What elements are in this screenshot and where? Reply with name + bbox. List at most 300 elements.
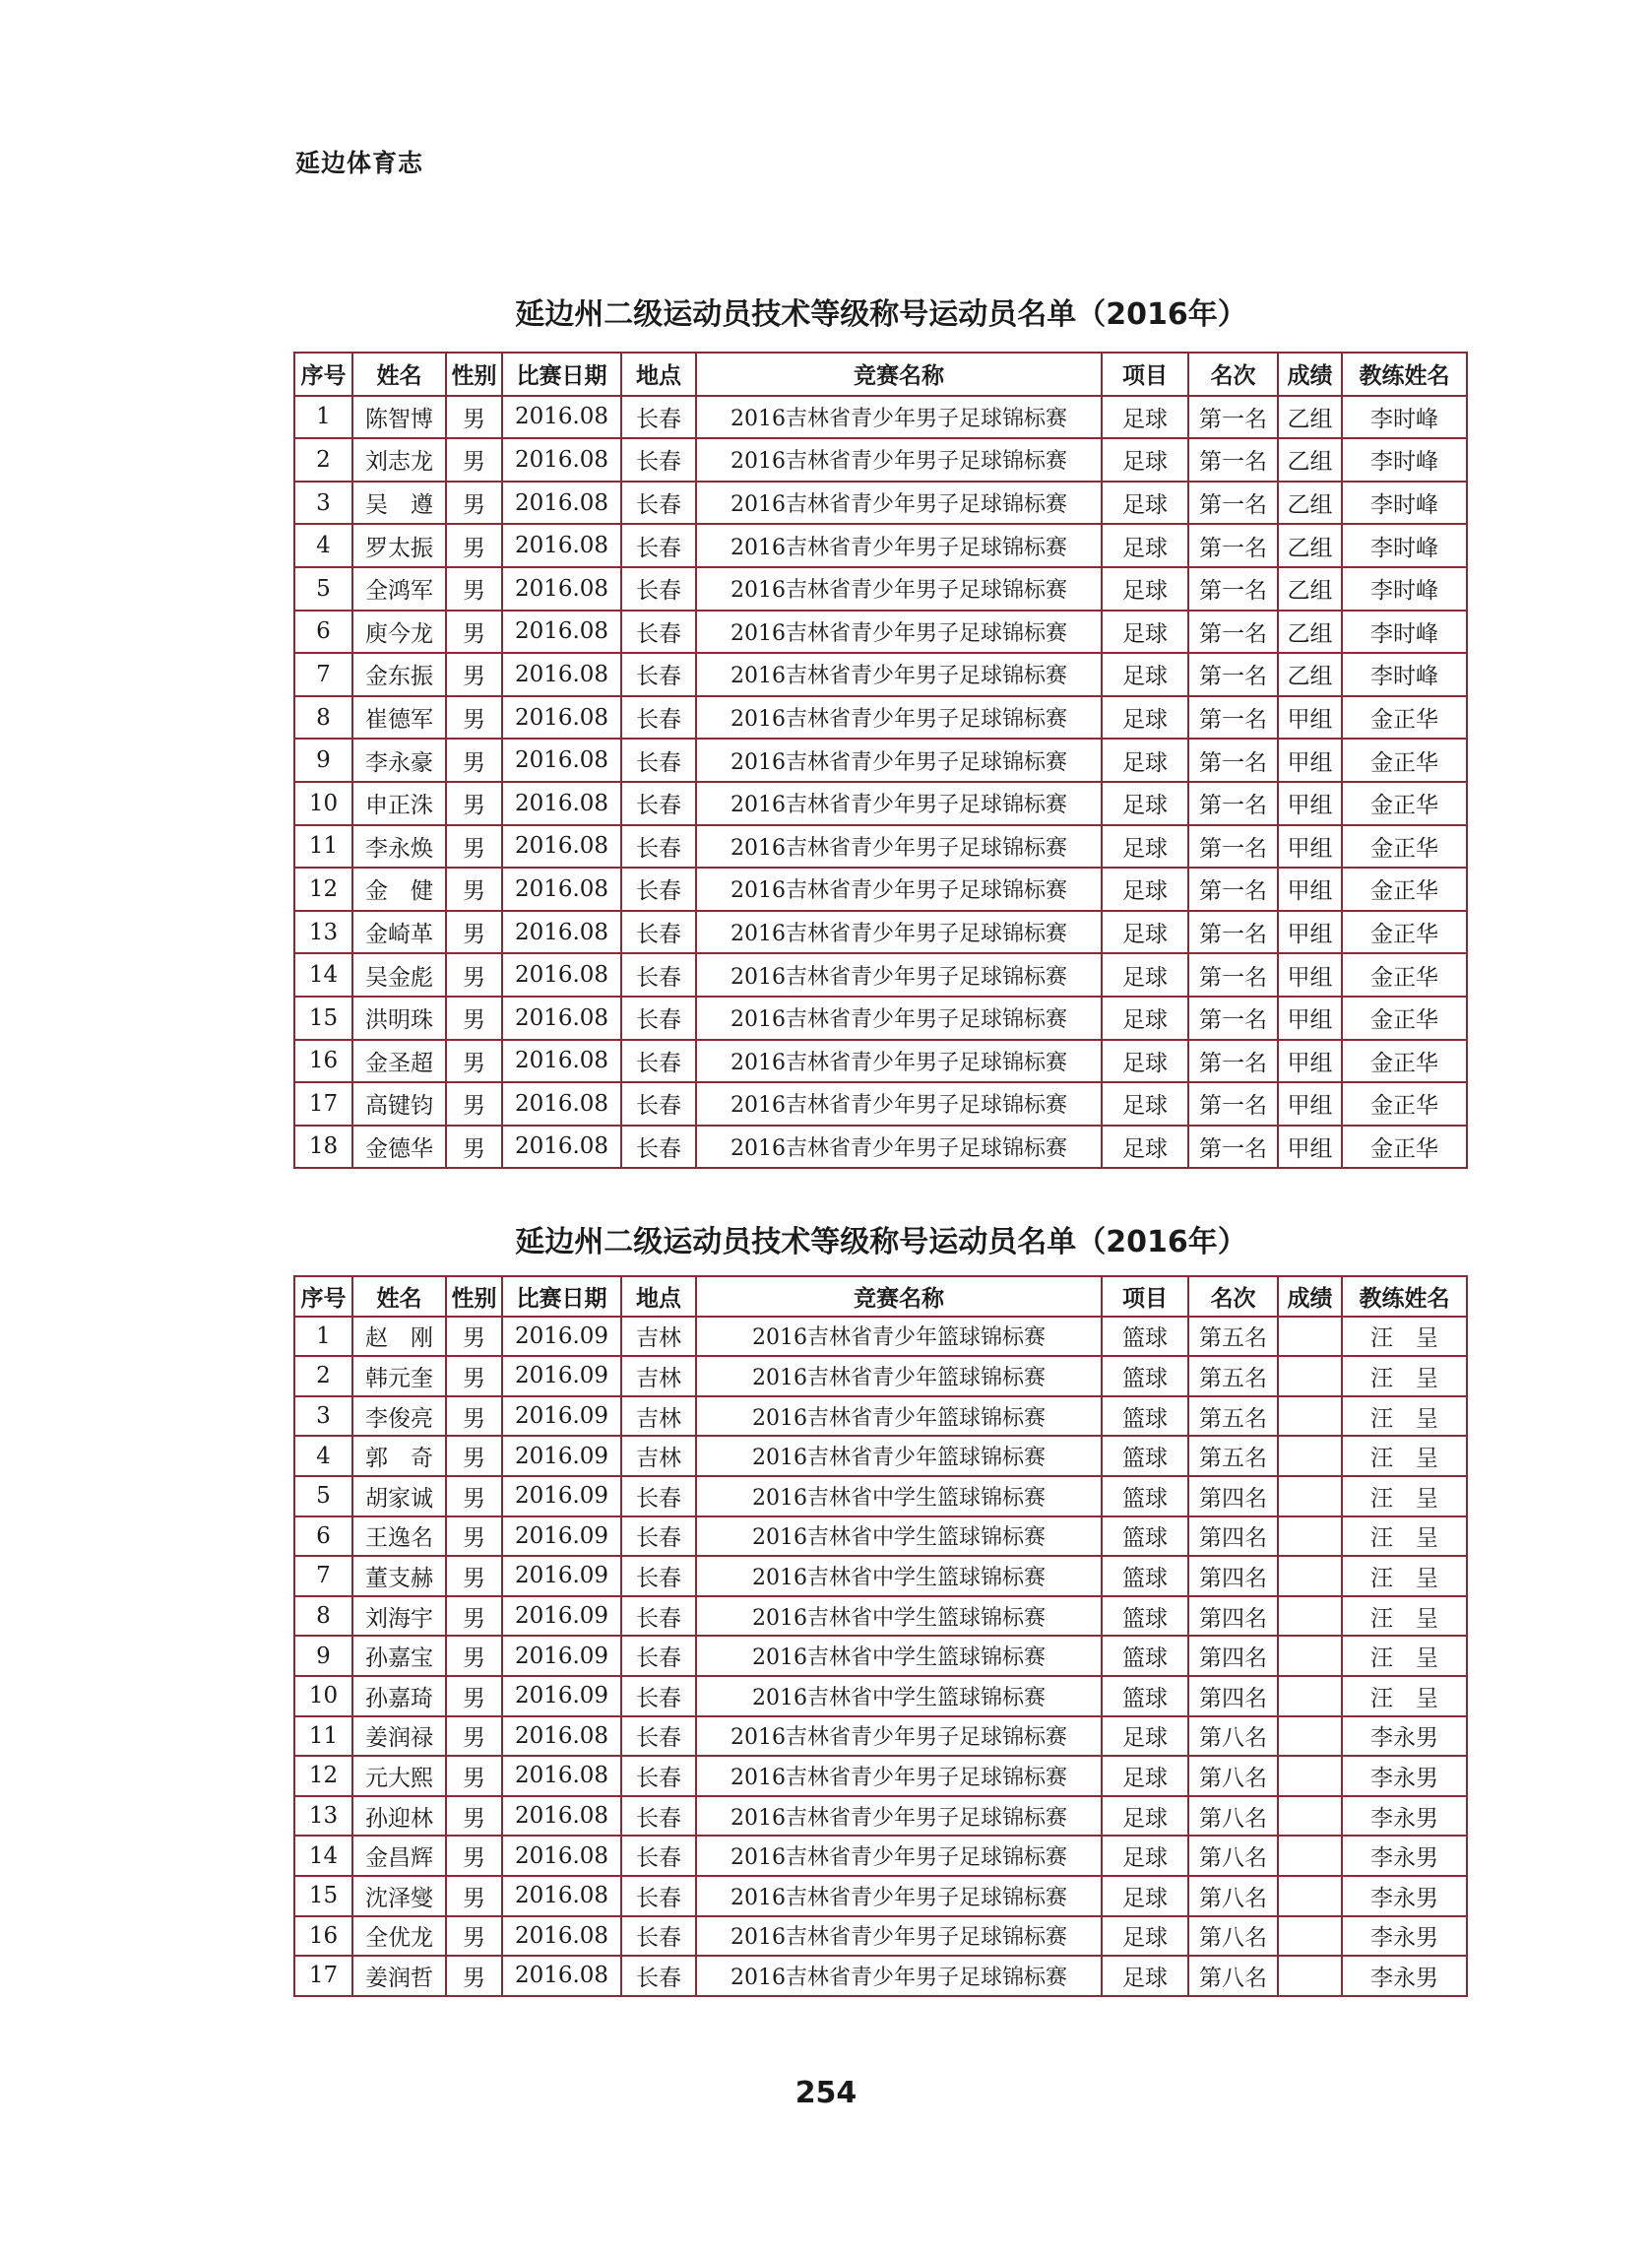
cell-name: 刘志龙 — [352, 438, 446, 482]
cell-competition: 2016吉林省青少年男子足球锦标赛 — [696, 438, 1102, 482]
cell-event: 足球 — [1102, 1876, 1188, 1916]
cell-rank: 第八名 — [1188, 1956, 1278, 1996]
cell-rank: 第八名 — [1188, 1836, 1278, 1876]
cell-event: 足球 — [1102, 739, 1188, 782]
table-row — [294, 1876, 1467, 1916]
cell-competition: 2016吉林省青少年男子足球锦标赛 — [696, 739, 1102, 782]
cell-location: 长春 — [621, 482, 696, 525]
table-row — [294, 1836, 1467, 1876]
cell-date: 2016.08 — [502, 997, 621, 1040]
header-serial: 序号 — [294, 1276, 352, 1317]
cell-date: 2016.09 — [502, 1436, 621, 1476]
cell-serial: 17 — [294, 1082, 352, 1126]
cell-competition: 2016吉林省青少年男子足球锦标赛 — [696, 1040, 1102, 1083]
cell-result: 甲组 — [1278, 782, 1342, 825]
cell-competition: 2016吉林省青少年篮球锦标赛 — [696, 1317, 1102, 1357]
cell-rank: 第四名 — [1188, 1556, 1278, 1596]
cell-rank: 第一名 — [1188, 482, 1278, 525]
cell-result: 甲组 — [1278, 911, 1342, 954]
table-header-row — [294, 353, 1467, 396]
header-coach: 教练姓名 — [1342, 1276, 1467, 1317]
cell-coach: 李时峰 — [1342, 396, 1467, 439]
cell-gender: 男 — [446, 396, 502, 439]
cell-serial: 2 — [294, 438, 352, 482]
cell-name: 胡家诚 — [352, 1476, 446, 1516]
cell-coach: 金正华 — [1342, 911, 1467, 954]
cell-name: 孙嘉琦 — [352, 1676, 446, 1716]
cell-result: 甲组 — [1278, 825, 1342, 869]
cell-gender: 男 — [446, 1876, 502, 1916]
cell-competition: 2016吉林省青少年男子足球锦标赛 — [696, 396, 1102, 439]
cell-serial: 13 — [294, 1796, 352, 1837]
cell-coach: 金正华 — [1342, 782, 1467, 825]
cell-competition: 2016吉林省青少年男子足球锦标赛 — [696, 1126, 1102, 1169]
cell-serial: 16 — [294, 1916, 352, 1957]
cell-name: 全优龙 — [352, 1916, 446, 1957]
cell-event: 足球 — [1102, 482, 1188, 525]
cell-location: 长春 — [621, 1836, 696, 1876]
cell-location: 长春 — [621, 1516, 696, 1557]
cell-location: 长春 — [621, 1676, 696, 1716]
table-row — [294, 1436, 1467, 1476]
cell-name: 金德华 — [352, 1126, 446, 1169]
header-name: 姓名 — [352, 353, 446, 396]
cell-date: 2016.09 — [502, 1317, 621, 1357]
cell-date: 2016.08 — [502, 782, 621, 825]
cell-competition: 2016吉林省青少年男子足球锦标赛 — [696, 696, 1102, 740]
cell-name: 李永焕 — [352, 825, 446, 869]
cell-coach: 汪 呈 — [1342, 1636, 1467, 1676]
cell-event: 足球 — [1102, 953, 1188, 997]
cell-event: 足球 — [1102, 1916, 1188, 1957]
cell-name: 罗太振 — [352, 524, 446, 567]
cell-coach: 李时峰 — [1342, 611, 1467, 654]
cell-event: 篮球 — [1102, 1676, 1188, 1716]
cell-competition: 2016吉林省青少年男子足球锦标赛 — [696, 524, 1102, 567]
cell-serial: 4 — [294, 1436, 352, 1476]
cell-result — [1278, 1836, 1342, 1876]
cell-event: 足球 — [1102, 696, 1188, 740]
cell-location: 长春 — [621, 1956, 696, 1996]
cell-serial: 4 — [294, 524, 352, 567]
cell-gender: 男 — [446, 739, 502, 782]
table-row — [294, 396, 1467, 439]
cell-name: 庾今龙 — [352, 611, 446, 654]
header-competition: 竞赛名称 — [696, 353, 1102, 396]
cell-name: 金 健 — [352, 868, 446, 911]
cell-rank: 第五名 — [1188, 1317, 1278, 1357]
cell-name: 孙嘉宝 — [352, 1636, 446, 1676]
cell-event: 足球 — [1102, 1836, 1188, 1876]
cell-gender: 男 — [446, 1756, 502, 1796]
cell-result: 乙组 — [1278, 482, 1342, 525]
table-row — [294, 739, 1467, 782]
cell-location: 长春 — [621, 1916, 696, 1957]
cell-name: 金东振 — [352, 653, 446, 696]
table-title: 延边州二级运动员技术等级称号运动员名单（2016年） — [515, 1225, 1247, 1259]
cell-competition: 2016吉林省中学生篮球锦标赛 — [696, 1556, 1102, 1596]
cell-event: 足球 — [1102, 1716, 1188, 1757]
cell-serial: 12 — [294, 868, 352, 911]
cell-location: 吉林 — [621, 1396, 696, 1437]
cell-event: 足球 — [1102, 1082, 1188, 1126]
cell-coach: 李永男 — [1342, 1716, 1467, 1757]
cell-rank: 第四名 — [1188, 1676, 1278, 1716]
cell-date: 2016.08 — [502, 1716, 621, 1757]
cell-rank: 第四名 — [1188, 1636, 1278, 1676]
cell-location: 长春 — [621, 739, 696, 782]
table-row — [294, 1356, 1467, 1396]
cell-serial: 7 — [294, 1556, 352, 1596]
cell-gender: 男 — [446, 1436, 502, 1476]
cell-serial: 9 — [294, 1636, 352, 1676]
cell-event: 足球 — [1102, 911, 1188, 954]
cell-date: 2016.08 — [502, 482, 621, 525]
cell-competition: 2016吉林省青少年男子足球锦标赛 — [696, 653, 1102, 696]
cell-event: 篮球 — [1102, 1356, 1188, 1396]
cell-gender: 男 — [446, 1676, 502, 1716]
cell-gender: 男 — [446, 1082, 502, 1126]
cell-coach: 汪 呈 — [1342, 1356, 1467, 1396]
cell-gender: 男 — [446, 1126, 502, 1169]
header-event: 项目 — [1102, 1276, 1188, 1317]
table-header-row — [294, 1276, 1467, 1317]
cell-rank: 第一名 — [1188, 438, 1278, 482]
cell-competition: 2016吉林省青少年男子足球锦标赛 — [696, 1916, 1102, 1957]
cell-rank: 第五名 — [1188, 1356, 1278, 1396]
cell-rank: 第一名 — [1188, 739, 1278, 782]
cell-result: 乙组 — [1278, 524, 1342, 567]
cell-result: 乙组 — [1278, 438, 1342, 482]
cell-location: 吉林 — [621, 1356, 696, 1396]
cell-location: 长春 — [621, 825, 696, 869]
cell-rank: 第八名 — [1188, 1796, 1278, 1837]
cell-location: 长春 — [621, 396, 696, 439]
cell-result — [1278, 1796, 1342, 1837]
cell-gender: 男 — [446, 524, 502, 567]
cell-coach: 金正华 — [1342, 1126, 1467, 1169]
cell-coach: 李永男 — [1342, 1756, 1467, 1796]
cell-gender: 男 — [446, 868, 502, 911]
cell-location: 长春 — [621, 1040, 696, 1083]
cell-gender: 男 — [446, 953, 502, 997]
cell-date: 2016.08 — [502, 1040, 621, 1083]
cell-result — [1278, 1876, 1342, 1916]
table-title: 延边州二级运动员技术等级称号运动员名单（2016年） — [515, 297, 1247, 332]
cell-date: 2016.09 — [502, 1356, 621, 1396]
cell-competition: 2016吉林省青少年男子足球锦标赛 — [696, 1082, 1102, 1126]
cell-date: 2016.08 — [502, 953, 621, 997]
cell-name: 金崎革 — [352, 911, 446, 954]
cell-coach: 金正华 — [1342, 696, 1467, 740]
cell-date: 2016.08 — [502, 653, 621, 696]
cell-date: 2016.08 — [502, 1876, 621, 1916]
cell-coach: 李永男 — [1342, 1876, 1467, 1916]
cell-competition: 2016吉林省中学生篮球锦标赛 — [696, 1516, 1102, 1557]
cell-coach: 李时峰 — [1342, 653, 1467, 696]
cell-gender: 男 — [446, 482, 502, 525]
header-result: 成绩 — [1278, 1276, 1342, 1317]
cell-result — [1278, 1916, 1342, 1957]
cell-name: 王逸名 — [352, 1516, 446, 1557]
cell-result — [1278, 1956, 1342, 1996]
cell-gender: 男 — [446, 696, 502, 740]
cell-rank: 第五名 — [1188, 1436, 1278, 1476]
cell-result — [1278, 1716, 1342, 1757]
cell-location: 长春 — [621, 953, 696, 997]
cell-location: 长春 — [621, 1636, 696, 1676]
cell-event: 篮球 — [1102, 1516, 1188, 1557]
cell-location: 长春 — [621, 1876, 696, 1916]
cell-date: 2016.08 — [502, 868, 621, 911]
cell-coach: 李永男 — [1342, 1796, 1467, 1837]
cell-coach: 李永男 — [1342, 1956, 1467, 1996]
cell-serial: 17 — [294, 1956, 352, 1996]
cell-date: 2016.08 — [502, 1796, 621, 1837]
cell-competition: 2016吉林省青少年篮球锦标赛 — [696, 1356, 1102, 1396]
cell-serial: 15 — [294, 997, 352, 1040]
cell-event: 足球 — [1102, 868, 1188, 911]
cell-serial: 18 — [294, 1126, 352, 1169]
cell-date: 2016.09 — [502, 1676, 621, 1716]
cell-location: 长春 — [621, 782, 696, 825]
cell-name: 申正洙 — [352, 782, 446, 825]
cell-competition: 2016吉林省青少年男子足球锦标赛 — [696, 868, 1102, 911]
table-row — [294, 1596, 1467, 1637]
cell-coach: 汪 呈 — [1342, 1556, 1467, 1596]
cell-location: 长春 — [621, 1716, 696, 1757]
cell-date: 2016.09 — [502, 1396, 621, 1437]
cell-coach: 汪 呈 — [1342, 1317, 1467, 1357]
cell-result — [1278, 1596, 1342, 1637]
cell-result: 乙组 — [1278, 567, 1342, 611]
cell-gender: 男 — [446, 1476, 502, 1516]
cell-competition: 2016吉林省青少年男子足球锦标赛 — [696, 1716, 1102, 1757]
header-coach: 教练姓名 — [1342, 353, 1467, 396]
cell-competition: 2016吉林省青少年男子足球锦标赛 — [696, 567, 1102, 611]
table-row — [294, 696, 1467, 740]
cell-competition: 2016吉林省中学生篮球锦标赛 — [696, 1476, 1102, 1516]
cell-gender: 男 — [446, 1516, 502, 1557]
cell-coach: 李永男 — [1342, 1916, 1467, 1957]
cell-name: 董支赫 — [352, 1556, 446, 1596]
cell-date: 2016.08 — [502, 524, 621, 567]
cell-name: 沈泽燮 — [352, 1876, 446, 1916]
cell-coach: 李时峰 — [1342, 567, 1467, 611]
cell-name: 全鸿军 — [352, 567, 446, 611]
table-row — [294, 653, 1467, 696]
cell-location: 长春 — [621, 653, 696, 696]
table-row — [294, 868, 1467, 911]
cell-gender: 男 — [446, 438, 502, 482]
cell-location: 长春 — [621, 997, 696, 1040]
table-row — [294, 953, 1467, 997]
table-row — [294, 524, 1467, 567]
cell-name: 高键钧 — [352, 1082, 446, 1126]
table-row — [294, 782, 1467, 825]
cell-event: 足球 — [1102, 567, 1188, 611]
cell-serial: 10 — [294, 782, 352, 825]
cell-location: 长春 — [621, 1476, 696, 1516]
cell-location: 长春 — [621, 438, 696, 482]
cell-date: 2016.08 — [502, 1756, 621, 1796]
cell-name: 金圣超 — [352, 1040, 446, 1083]
cell-date: 2016.08 — [502, 1126, 621, 1169]
table-row — [294, 1676, 1467, 1716]
athlete-table-basketball-football — [293, 1275, 1468, 1997]
cell-result: 甲组 — [1278, 868, 1342, 911]
cell-result — [1278, 1516, 1342, 1557]
cell-serial: 13 — [294, 911, 352, 954]
cell-competition: 2016吉林省青少年男子足球锦标赛 — [696, 1956, 1102, 1996]
cell-result — [1278, 1356, 1342, 1396]
cell-coach: 李时峰 — [1342, 524, 1467, 567]
cell-event: 足球 — [1102, 524, 1188, 567]
cell-serial: 12 — [294, 1756, 352, 1796]
cell-event: 足球 — [1102, 438, 1188, 482]
cell-event: 足球 — [1102, 1756, 1188, 1796]
header-competition: 竞赛名称 — [696, 1276, 1102, 1317]
cell-date: 2016.08 — [502, 696, 621, 740]
cell-gender: 男 — [446, 1796, 502, 1837]
cell-coach: 金正华 — [1342, 825, 1467, 869]
page-number: 254 — [794, 2076, 858, 2110]
running-head: 延边体育志 — [295, 149, 424, 177]
cell-rank: 第八名 — [1188, 1716, 1278, 1757]
cell-coach: 金正华 — [1342, 1040, 1467, 1083]
cell-competition: 2016吉林省青少年男子足球锦标赛 — [696, 911, 1102, 954]
table-row — [294, 1636, 1467, 1676]
cell-competition: 2016吉林省青少年男子足球锦标赛 — [696, 1756, 1102, 1796]
cell-name: 金昌辉 — [352, 1836, 446, 1876]
cell-competition: 2016吉林省中学生篮球锦标赛 — [696, 1636, 1102, 1676]
cell-coach: 金正华 — [1342, 997, 1467, 1040]
cell-rank: 第一名 — [1188, 653, 1278, 696]
cell-rank: 第四名 — [1188, 1516, 1278, 1557]
cell-competition: 2016吉林省青少年篮球锦标赛 — [696, 1396, 1102, 1437]
cell-rank: 第八名 — [1188, 1756, 1278, 1796]
cell-location: 长春 — [621, 1796, 696, 1837]
cell-serial: 9 — [294, 739, 352, 782]
cell-gender: 男 — [446, 1396, 502, 1437]
header-date: 比赛日期 — [502, 353, 621, 396]
header-location: 地点 — [621, 1276, 696, 1317]
cell-location: 长春 — [621, 611, 696, 654]
cell-rank: 第一名 — [1188, 782, 1278, 825]
cell-event: 篮球 — [1102, 1436, 1188, 1476]
table-row — [294, 1796, 1467, 1837]
table-row — [294, 1516, 1467, 1557]
cell-name: 陈智博 — [352, 396, 446, 439]
cell-serial: 1 — [294, 1317, 352, 1357]
cell-coach: 金正华 — [1342, 953, 1467, 997]
cell-serial: 11 — [294, 1716, 352, 1757]
cell-gender: 男 — [446, 1716, 502, 1757]
cell-name: 刘海宇 — [352, 1596, 446, 1637]
cell-competition: 2016吉林省青少年男子足球锦标赛 — [696, 482, 1102, 525]
cell-gender: 男 — [446, 1916, 502, 1957]
cell-name: 吴金彪 — [352, 953, 446, 997]
cell-event: 足球 — [1102, 653, 1188, 696]
table-row — [294, 825, 1467, 869]
cell-coach: 汪 呈 — [1342, 1676, 1467, 1716]
cell-coach: 李时峰 — [1342, 438, 1467, 482]
cell-name: 郭 奇 — [352, 1436, 446, 1476]
cell-result — [1278, 1756, 1342, 1796]
header-rank: 名次 — [1188, 353, 1278, 396]
cell-serial: 11 — [294, 825, 352, 869]
cell-result: 甲组 — [1278, 739, 1342, 782]
header-serial: 序号 — [294, 353, 352, 396]
cell-location: 长春 — [621, 1596, 696, 1637]
cell-gender: 男 — [446, 825, 502, 869]
cell-serial: 8 — [294, 1596, 352, 1637]
cell-serial: 8 — [294, 696, 352, 740]
cell-serial: 7 — [294, 653, 352, 696]
table-row — [294, 1556, 1467, 1596]
cell-result: 甲组 — [1278, 953, 1342, 997]
cell-gender: 男 — [446, 911, 502, 954]
cell-event: 篮球 — [1102, 1317, 1188, 1357]
cell-event: 篮球 — [1102, 1556, 1188, 1596]
cell-rank: 第一名 — [1188, 524, 1278, 567]
cell-result: 甲组 — [1278, 1082, 1342, 1126]
cell-competition: 2016吉林省青少年篮球锦标赛 — [696, 1436, 1102, 1476]
cell-serial: 14 — [294, 1836, 352, 1876]
cell-rank: 第一名 — [1188, 696, 1278, 740]
table-row — [294, 997, 1467, 1040]
cell-date: 2016.08 — [502, 911, 621, 954]
cell-date: 2016.09 — [502, 1596, 621, 1637]
table-row — [294, 1040, 1467, 1083]
cell-coach: 汪 呈 — [1342, 1476, 1467, 1516]
cell-coach: 李永男 — [1342, 1836, 1467, 1876]
cell-date: 2016.09 — [502, 1556, 621, 1596]
cell-event: 足球 — [1102, 782, 1188, 825]
cell-rank: 第四名 — [1188, 1596, 1278, 1637]
cell-date: 2016.08 — [502, 1082, 621, 1126]
cell-coach: 金正华 — [1342, 868, 1467, 911]
cell-competition: 2016吉林省青少年男子足球锦标赛 — [696, 1836, 1102, 1876]
cell-competition: 2016吉林省青少年男子足球锦标赛 — [696, 953, 1102, 997]
table-row — [294, 482, 1467, 525]
cell-result — [1278, 1476, 1342, 1516]
cell-event: 篮球 — [1102, 1596, 1188, 1637]
cell-location: 长春 — [621, 696, 696, 740]
cell-competition: 2016吉林省青少年男子足球锦标赛 — [696, 1876, 1102, 1916]
cell-serial: 3 — [294, 482, 352, 525]
header-date: 比赛日期 — [502, 1276, 621, 1317]
cell-location: 长春 — [621, 1756, 696, 1796]
header-rank: 名次 — [1188, 1276, 1278, 1317]
cell-result — [1278, 1396, 1342, 1437]
cell-event: 足球 — [1102, 1126, 1188, 1169]
cell-event: 足球 — [1102, 997, 1188, 1040]
cell-event: 足球 — [1102, 825, 1188, 869]
cell-name: 姜润哲 — [352, 1956, 446, 1996]
cell-name: 韩元奎 — [352, 1356, 446, 1396]
cell-gender: 男 — [446, 1596, 502, 1637]
cell-event: 足球 — [1102, 611, 1188, 654]
cell-name: 李永豪 — [352, 739, 446, 782]
cell-coach: 汪 呈 — [1342, 1396, 1467, 1437]
cell-serial: 6 — [294, 1516, 352, 1557]
table-row — [294, 1756, 1467, 1796]
cell-date: 2016.08 — [502, 438, 621, 482]
cell-date: 2016.08 — [502, 567, 621, 611]
table-row — [294, 567, 1467, 611]
cell-location: 长春 — [621, 868, 696, 911]
